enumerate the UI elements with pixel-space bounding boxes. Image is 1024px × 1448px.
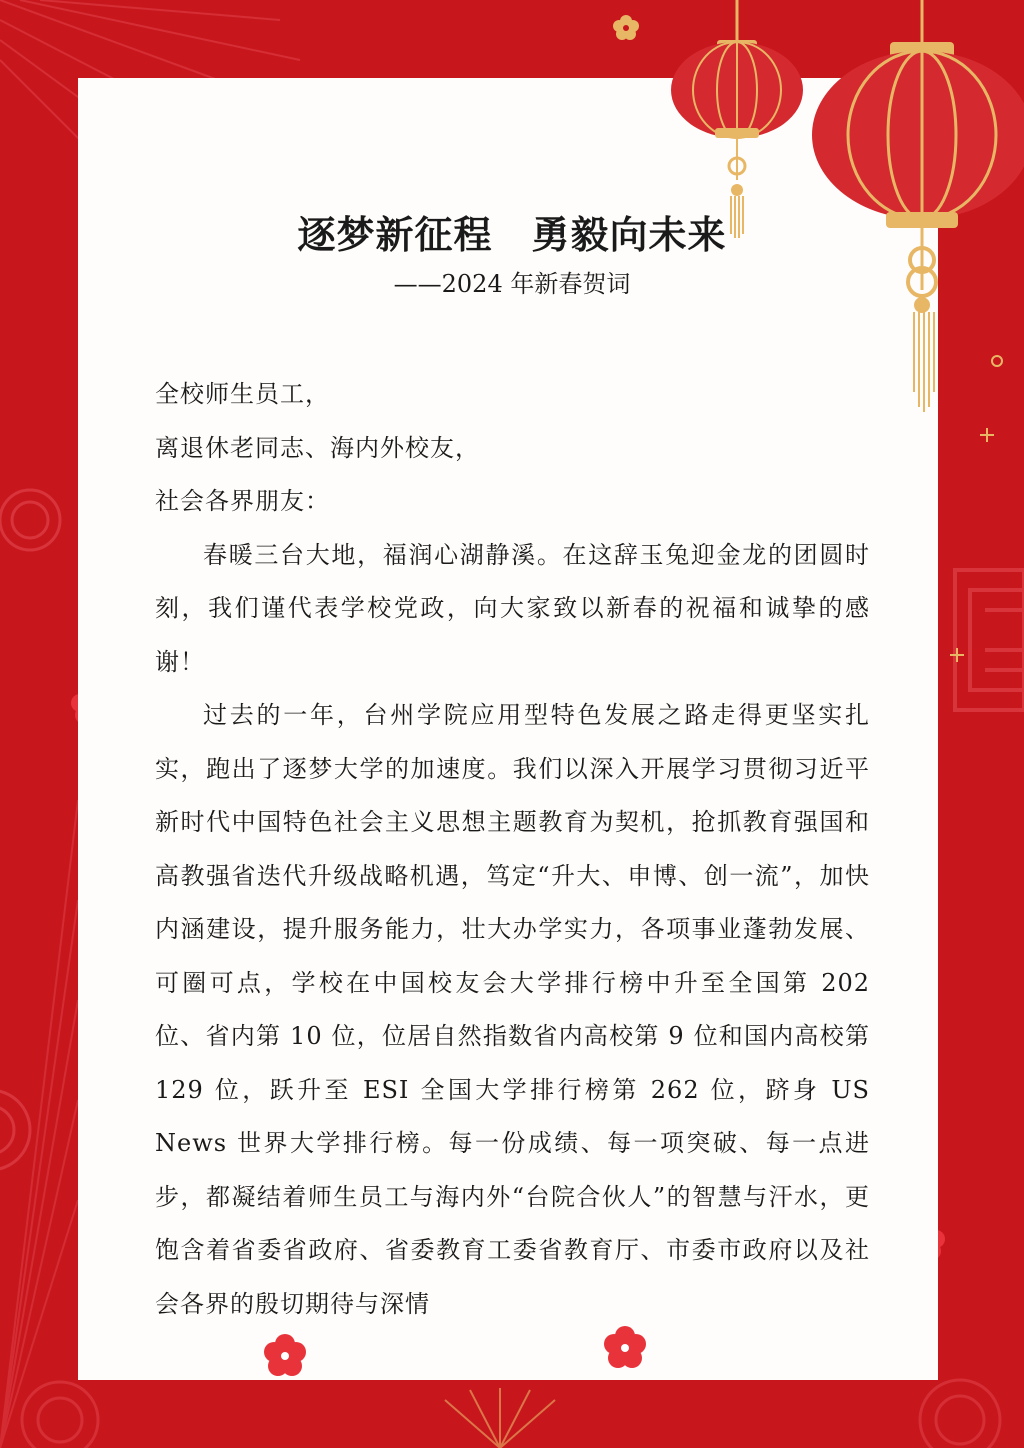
letter-body: [155, 368, 870, 1323]
page-title: 逐梦新征程 勇毅向未来: [297, 212, 727, 257]
cloud-pattern-left: [0, 490, 60, 1170]
salutation-line: 离退休老同志、海内外校友，: [155, 433, 480, 462]
page-subtitle: ——2024 年新春贺词: [393, 270, 631, 298]
fretwork-right: [955, 570, 1024, 710]
salutation-line: 全校师生员工，: [155, 380, 330, 408]
salutation-line: 社会各界朋友：: [155, 487, 330, 515]
body-paragraph: 春暖三台大地，福润心湖静溪。在这辞玉兔迎金龙的团圆时刻，我们谨代表学校党政，向大家致以新春的祝福和诚挚的感谢！: [155, 540, 870, 676]
sunburst-rays-bottom: [445, 1388, 555, 1448]
body-paragraph: 过去的一年，台州学院应用型特色发展之路走得更坚实扎实，跑出了逐梦大学的加速度。我们以深入开展学习贯彻习近平新时代中国特色社会主义思想主题教育为契机，抢抓教育强国和高教强省迭代升级战略机遇，笃定“升大、申博、创一流”，加快内涵建设，提升服务能力，壮大办学实力，各项事业蓬勃发展、可圈可点，学校在中国校友会大学排行榜中升至全国第 202 位、省内第 10 位，位居自然指数省内高校第 9 位和国内高校第 129 位，跃升至 ESI 全国大学排行榜第 262 位，跻身 US News 世界大学排行榜。每一份成绩、每一项突破、每一点进步，都凝结着师生员工与海内外“台院合伙人”的智慧与汗水，更饱含着省委省政府、省委教育工委省教育厅、市委市政府以及社会各界的殷切期待与深情: [155, 701, 870, 1318]
plum-blossom-top: [613, 15, 639, 40]
